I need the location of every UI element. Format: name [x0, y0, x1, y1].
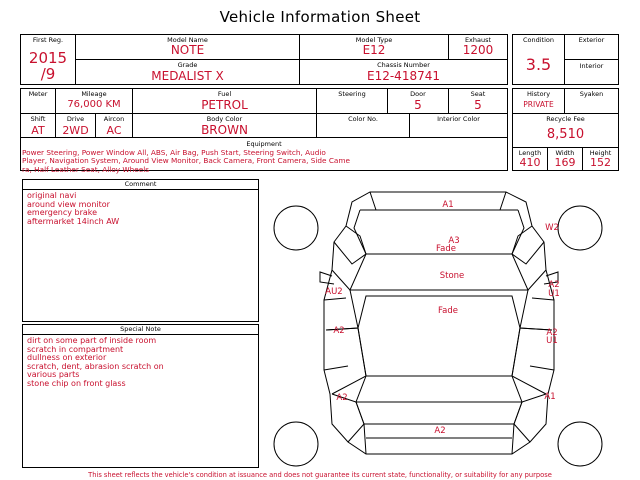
history-value: PRIVATE	[523, 100, 554, 109]
condition-cell	[513, 35, 565, 85]
meter-cell	[21, 89, 56, 114]
right-front-door	[520, 270, 552, 330]
fuel-value: PETROL	[201, 98, 248, 112]
history-label: History	[526, 90, 551, 98]
recycle-fee-label: Recycle Fee	[546, 115, 585, 123]
grade-cell	[76, 60, 300, 85]
length-cell	[513, 148, 548, 170]
drive-cell	[56, 114, 96, 138]
height-value: 152	[590, 156, 611, 169]
mark-roof: Fade	[438, 306, 458, 316]
drive-value: 2WD	[62, 124, 89, 137]
left-front-door	[326, 270, 358, 330]
recycle-fee-cell	[513, 114, 618, 148]
color-no-cell	[317, 114, 410, 138]
syaken-label: Syaken	[579, 90, 604, 98]
grade-label: Grade	[177, 61, 198, 69]
disclaimer-footer: This sheet reflects the vehicle's condition at issuance and does not guarantee its current state, functionality, or suitability for any purpose	[88, 471, 552, 479]
width-value: 169	[554, 156, 576, 169]
equipment-line: Player, Navigation System, Around View Monitor, Back Camera, Front Camera, Side Came	[22, 156, 350, 166]
shift-value: AT	[31, 124, 45, 137]
special-note-box	[22, 324, 259, 468]
body-color-cell	[133, 114, 317, 138]
body-color-label: Body Color	[206, 115, 243, 123]
front-fender-left	[334, 226, 366, 264]
exhaust-value: 1200	[462, 43, 494, 57]
page-title: Vehicle Information Sheet	[219, 8, 421, 26]
comment-line: around view monitor	[27, 199, 110, 209]
mark-rear-bumper: A2	[434, 426, 446, 436]
special-note-list	[27, 337, 164, 389]
special-note-label: Special Note	[23, 325, 258, 335]
exhaust-label: Exhaust	[464, 36, 492, 44]
history-grid	[512, 88, 619, 171]
mark-right-rear-door-a: A2	[546, 328, 558, 338]
length-label: Length	[518, 149, 542, 157]
chassis-number-label: Chassis Number	[377, 61, 430, 69]
chassis-number-cell	[300, 60, 507, 85]
mark-front-bumper: A1	[442, 200, 454, 210]
model-type-value: E12	[362, 43, 386, 57]
wheel-rear-right	[558, 422, 602, 466]
grade-value: MEDALIST X	[151, 69, 224, 83]
exhaust-cell	[449, 35, 507, 60]
height-cell	[583, 148, 618, 170]
recycle-fee-value: 8,510	[546, 127, 585, 142]
special-note-line: dirt on some part of inside room	[27, 336, 157, 345]
mark-right-rear-quarter: A1	[544, 392, 556, 402]
length-value: 410	[519, 156, 541, 169]
special-note-line: stone chip on front glass	[27, 378, 126, 388]
first-reg-label: First Reg.	[32, 36, 64, 44]
comment-line: emergency brake	[27, 208, 98, 218]
interior-color-cell	[410, 114, 507, 138]
condition-label: Condition	[522, 36, 555, 44]
exterior-cell	[565, 35, 618, 60]
door-value: 5	[414, 98, 422, 112]
special-note-line: scratch in compartment	[27, 344, 124, 354]
mark-hood: A3	[448, 236, 460, 246]
mark-right-front-door-b: U1	[548, 289, 560, 299]
height-label: Height	[589, 149, 612, 157]
comment-line: original navi	[27, 191, 77, 200]
vehicle-info-grid	[20, 34, 508, 85]
interior-cell	[565, 60, 618, 85]
special-note-line: dullness on exterior	[27, 353, 107, 363]
condition-value: 3.5	[525, 55, 552, 74]
seat-value: 5	[474, 98, 482, 112]
aircon-value: AC	[106, 124, 122, 137]
door-cell	[388, 89, 449, 114]
model-name-value: NOTE	[170, 43, 205, 57]
mark-left-rear-quarter: A2	[336, 393, 348, 403]
model-name-cell	[76, 35, 300, 60]
fuel-label: Fuel	[217, 90, 232, 98]
mark-left-front-door: AU2	[325, 287, 343, 297]
aircon-label: Aircon	[103, 115, 125, 123]
comment-box	[22, 179, 259, 322]
rear-window-outline	[356, 376, 522, 402]
door-label: Door	[410, 90, 426, 98]
width-label: Width	[555, 149, 575, 157]
interior-color-label: Interior Color	[437, 115, 480, 123]
exterior-label: Exterior	[578, 36, 605, 44]
equipment-line: ra, Half Leather Seat, Alloy Wheels	[22, 164, 150, 174]
fuel-cell	[133, 89, 317, 114]
syaken-cell	[565, 89, 618, 114]
special-note-line: scratch, dent, abrasion scratch on	[27, 361, 164, 371]
comment-list	[27, 192, 119, 226]
wheel-front-left	[274, 206, 318, 250]
mark-left-rear-door: A2	[333, 326, 345, 336]
mark-hood-note: Fade	[436, 244, 456, 254]
car-damage-diagram	[262, 180, 622, 470]
shift-cell	[21, 114, 56, 138]
comment-line: aftermarket 14inch AW	[27, 216, 120, 226]
shift-label: Shift	[30, 115, 46, 123]
mileage-value: 76,000 KM	[67, 99, 121, 110]
history-cell	[513, 89, 565, 114]
mileage-cell	[56, 89, 133, 114]
wheel-front-right	[558, 206, 602, 250]
seat-cell	[449, 89, 507, 114]
mark-windshield: Stone	[439, 271, 465, 281]
drive-label: Drive	[66, 115, 85, 123]
equipment-list	[22, 149, 508, 174]
left-rear-door	[326, 328, 366, 394]
model-type-cell	[300, 35, 449, 60]
first-reg-cell	[21, 35, 76, 85]
meter-label: Meter	[28, 90, 48, 98]
special-note-line: various parts	[27, 370, 80, 380]
mirror-left	[320, 272, 334, 284]
first-reg-month: /9	[40, 65, 56, 83]
equipment-label: Equipment	[246, 140, 282, 148]
body-color-value: BROWN	[201, 123, 248, 137]
steering-cell	[317, 89, 388, 114]
width-cell	[548, 148, 583, 170]
color-no-label: Color No.	[348, 115, 378, 123]
rear-quarter-right	[514, 394, 546, 442]
mark-right-front-door-a: A2	[548, 280, 560, 290]
condition-grid	[512, 34, 619, 85]
spec-grid	[20, 88, 508, 138]
first-reg-year: 2015	[28, 49, 68, 67]
wheel-rear-left	[274, 422, 318, 466]
comment-label: Comment	[23, 180, 258, 190]
mark-right-rear-door-b: U1	[546, 336, 558, 346]
front-fender-right	[512, 226, 544, 264]
rear-hatch-outline	[356, 402, 522, 424]
aircon-cell	[96, 114, 133, 138]
front-grille-outline	[370, 192, 506, 210]
chassis-number-value: E12-418741	[367, 69, 440, 83]
interior-label: Interior	[579, 62, 604, 70]
car-body-outline	[324, 192, 554, 454]
equipment-line: Power Steering, Power Window All, ABS, Air Bag, Push Start, Steering Switch, Audio	[22, 148, 326, 157]
model-name-label: Model Name	[167, 36, 208, 44]
steering-label: Steering	[338, 90, 366, 98]
model-type-label: Model Type	[355, 36, 393, 44]
mileage-label: Mileage	[81, 90, 107, 98]
mark-right-front-fender: W2	[545, 223, 559, 233]
seat-label: Seat	[470, 90, 486, 98]
